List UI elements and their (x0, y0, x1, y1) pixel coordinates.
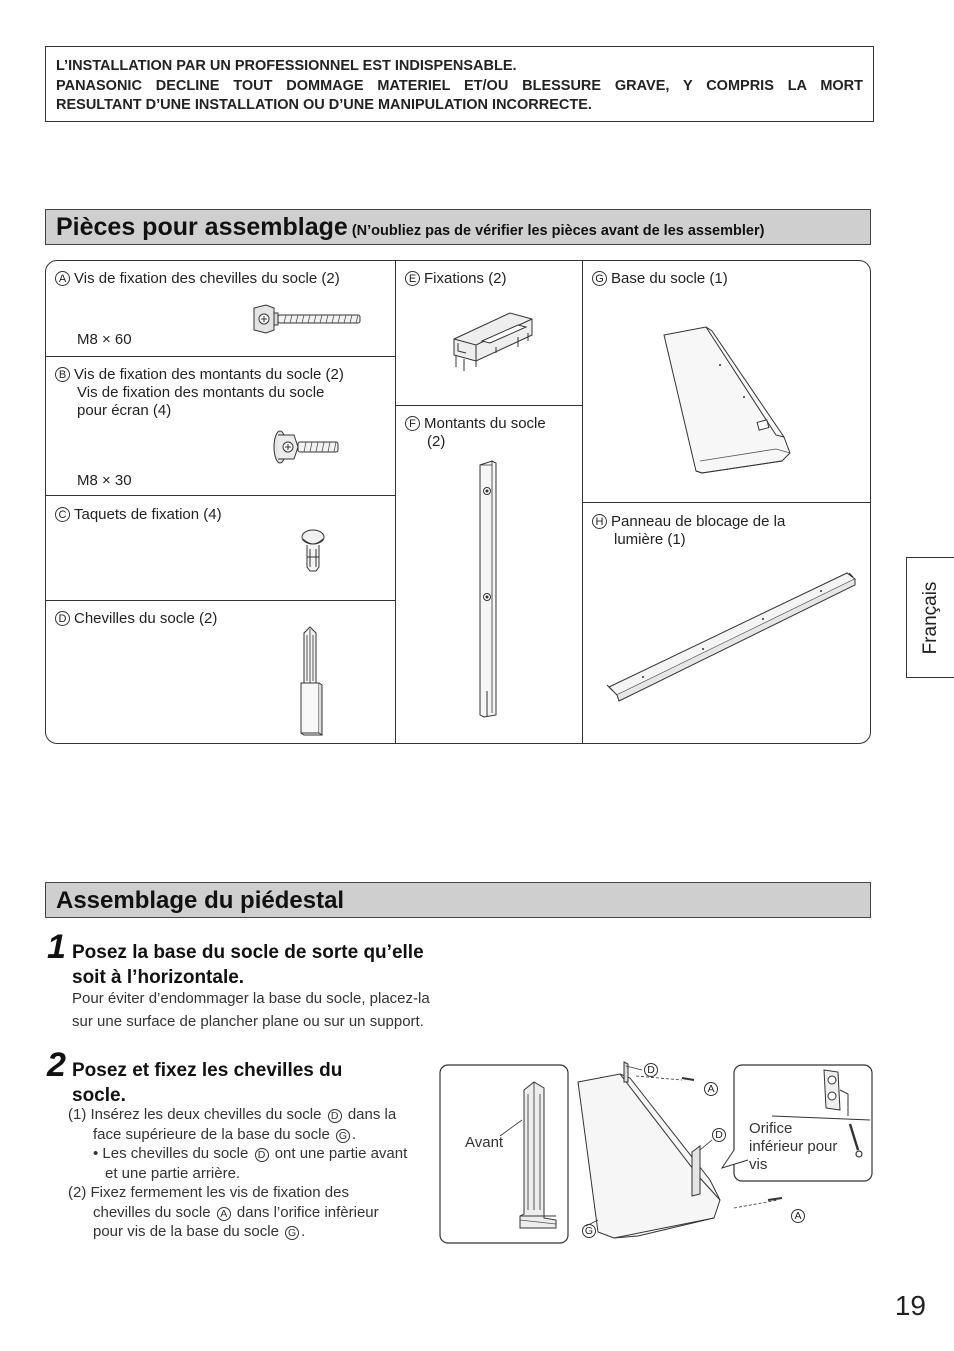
peg-d-illustration (298, 625, 324, 737)
part-b-label: B Vis de fixation des montants du socle (2) Vis de fixation des montants du socle pour écran (4) (55, 366, 344, 420)
parts-section-subtitle: (N’oubliez pas de vérifier les pièces avant de les assembler) (351, 223, 765, 239)
column-f-illustration (476, 459, 500, 719)
diagram-letter-a-top: A (704, 1082, 718, 1096)
diagram-letter-a-bottom: A (791, 1209, 805, 1223)
part-d-label: D Chevilles du socle (2) (55, 610, 217, 628)
panel-h-illustration (603, 571, 859, 703)
step-1-body: Pour éviter d’endommager la base du socle, placez-la sur une surface de plancher plane ou sur un support. (72, 990, 430, 1030)
part-b-size: M8 × 30 (77, 472, 132, 489)
assembly-section-title: Assemblage du piédestal (56, 887, 345, 914)
screw-a-illustration (252, 303, 364, 335)
screw-b-illustration (272, 429, 342, 465)
part-e-label: E Fixations (2) (405, 270, 507, 288)
parts-table (45, 260, 871, 744)
part-e-letter: E (405, 271, 420, 286)
diagram-avant-label: Avant (465, 1134, 504, 1151)
part-b-letter: B (55, 367, 70, 382)
assembly-section-header (45, 882, 871, 918)
part-g-letter: G (592, 271, 607, 286)
part-h-label: H Panneau de blocage de la lumière (1) (592, 513, 785, 549)
warning-line-1: L’INSTALLATION PAR UN PROFESSIONNEL EST INDISPENSABLE. (56, 58, 517, 74)
clip-c-illustration (300, 529, 326, 573)
part-a-label: A Vis de fixation des chevilles du socle (2) (55, 270, 340, 288)
base-g-illustration (660, 325, 800, 475)
step-1-title: Posez la base du socle de sorte qu’elle soit à l’horizontale. (72, 942, 424, 988)
parts-section-header (45, 209, 871, 245)
part-h-letter: H (592, 514, 607, 529)
warning-line-2: PANASONIC DECLINE TOUT DOMMAGE MATERIEL ET/OU BLESSURE GRAVE, Y COMPRIS LA MORT (56, 77, 863, 94)
warning-box (45, 46, 874, 122)
diagram-letter-d-top: D (644, 1063, 658, 1077)
part-f-label: F Montants du socle (2) (405, 415, 546, 451)
language-tab (906, 557, 954, 678)
step-2-title: Posez et fixez les chevilles du socle. (72, 1060, 343, 1106)
diagram-letter-g: G (582, 1224, 596, 1238)
warning-line-3: RESULTANT D’UNE INSTALLATION OU D’UNE MANIPULATION INCORRECTE. (56, 97, 592, 113)
part-a-size: M8 × 60 (77, 331, 132, 348)
diagram-orifice-label: Orifice inférieur pour vis (749, 1120, 838, 1173)
step-2-instructions: (1) Insérez les deux chevilles du socle D dans la face supérieure de la base du socle G . • Les chevilles du socle D ont une partie avant et une partie arrière. (2) Fixez fermement les vis de fixation des chevilles du socle A dans l’orifice infèrieur pour vis de la base du socle G . (68, 1106, 408, 1240)
step-1-number: 1 (47, 928, 66, 966)
part-d-letter: D (55, 611, 70, 626)
language-tab-label: Français (919, 581, 941, 654)
diagram-letter-d-mid: D (712, 1128, 726, 1142)
parts-section-title: Pièces pour assemblage (56, 213, 348, 241)
bracket-e-illustration (448, 307, 538, 373)
part-c-label: C Taquets de fixation (4) (55, 506, 222, 524)
part-f-letter: F (405, 416, 420, 431)
part-a-letter: A (55, 271, 70, 286)
page-number: 19 (894, 1290, 926, 1321)
part-g-label: G Base du socle (1) (592, 270, 728, 288)
step-2-number: 2 (47, 1046, 66, 1084)
part-c-letter: C (55, 507, 70, 522)
